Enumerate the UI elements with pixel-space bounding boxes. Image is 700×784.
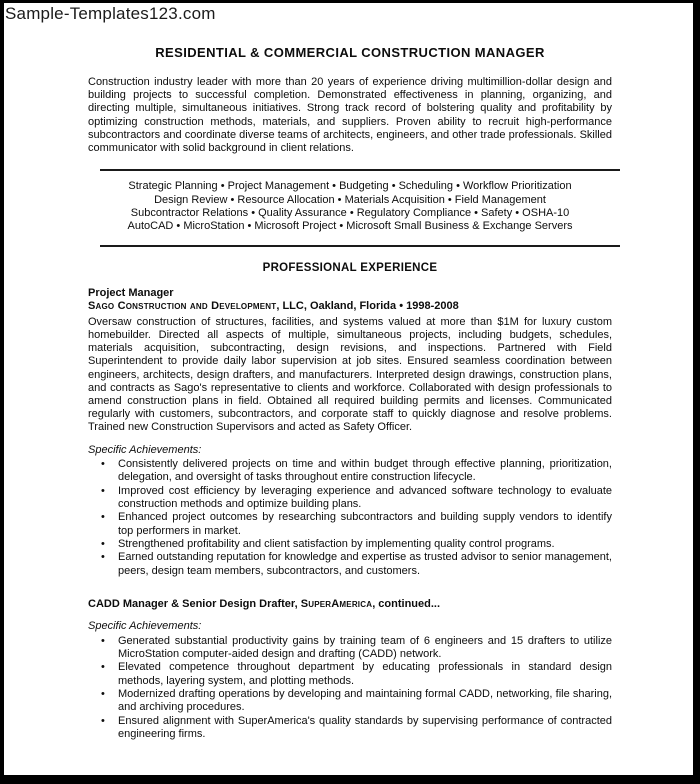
job-title: Project Manager bbox=[88, 286, 174, 299]
achievement-text: Consistently delivered projects on time and within budget through effective planning, prioritization, delegation, and oversight of tasks throughout entire construction lifecycle. bbox=[118, 458, 612, 484]
achievement-item bbox=[88, 485, 612, 512]
achievement-item bbox=[88, 458, 612, 485]
achievement-item bbox=[88, 551, 612, 578]
scan-border-left bbox=[0, 0, 4, 784]
achievement-text: Strengthened profitability and client satisfaction by implementing quality control programs. bbox=[118, 537, 555, 550]
achievement-item bbox=[88, 715, 612, 742]
achievement-text: Enhanced project outcomes by researching subcontractors and building supply vendors to identify top performers in market. bbox=[118, 511, 612, 537]
job-title-prefix: CADD Manager & Senior Design Drafter, bbox=[88, 597, 301, 610]
job-entry-cadd-manager bbox=[88, 598, 612, 741]
achievement-item bbox=[88, 635, 612, 662]
achievement-item bbox=[88, 688, 612, 715]
company-name: Sago Construction and Development bbox=[88, 300, 277, 313]
achievement-item bbox=[88, 661, 612, 688]
summary-paragraph: Construction industry leader with more than 20 years of experience driving multimillion-dollar design and building projects to successful completion. Demonstrated effectiveness in planning, organizing, and directing multiple, simultaneous initiatives. Strong track record of bolstering quality and profitability by optimizing construction methods, materials, and suppliers. Proven ability to recruit high-performance subcontractors and coordinate diverse teams of architects, engineers, and other trade professionals. Skilled communicator with solid background in client relations. bbox=[88, 76, 612, 155]
achievement-item bbox=[88, 538, 612, 551]
skills-list bbox=[88, 180, 612, 234]
achievements-list-job1 bbox=[88, 458, 612, 578]
resume-content bbox=[88, 0, 612, 741]
achievement-text: Modernized drafting operations by developing and maintaining formal CADD, networking, file sharing, and archiving procedures. bbox=[118, 688, 612, 714]
achievement-item bbox=[88, 511, 612, 538]
company-location-dates: , LLC, Oakland, Florida • 1998-2008 bbox=[276, 300, 459, 313]
achievement-text: Elevated competence throughout department by educating professionals in standard design methods, layering system, and plotting methods. bbox=[118, 661, 612, 687]
achievement-text: Generated substantial productivity gains by training team of 6 engineers and 15 drafters to utilize MicroStation computer-aided design and drafting (CADD) network. bbox=[118, 634, 612, 661]
job-description: Oversaw construction of structures, facilities, and systems valued at more than $1M for luxury custom homebuilder. Directed all aspects of multiple, simultaneous projects, including budgets, schedules, materials acquisition, subcontracting, design revisions, and inspections. Partnered with Field Superintendent to provide daily labor supervision at job sites. Ensured seamless coordination between engineers, architects, design drafters, and manufacturers. Interpreted design drawings, construction plans, and contracts as Sago's representative to clients and workforce. Collaborated with design professionals to amend construction plans in field. Obtained all required building permits and licenses. Communicated regularly with customers, subcontractors, and corporate staff to quickly diagnose and resolve problems. Trained new Construction Supervisors and acted as Safety Officer. bbox=[88, 315, 612, 434]
achievements-list-job2 bbox=[88, 635, 612, 741]
achievements-label-job1: Specific Achievements: bbox=[88, 443, 202, 456]
scan-border-top bbox=[0, 0, 700, 3]
skills-line: Strategic Planning • Project Management • Budgeting • Scheduling • Workflow Prioritization bbox=[128, 180, 572, 193]
skills-line: Design Review • Resource Allocation • Materials Acquisition • Field Management bbox=[154, 193, 546, 206]
achievements-label-job2: Specific Achievements: bbox=[88, 620, 202, 633]
divider-line-top bbox=[100, 169, 620, 171]
achievement-text: Improved cost efficiency by leveraging experience and advanced software technology to evaluate construction methods and optimize building plans. bbox=[118, 484, 612, 511]
job-title-suffix: , continued... bbox=[372, 597, 441, 610]
section-heading-professional-experience: PROFESSIONAL EXPERIENCE bbox=[262, 261, 438, 274]
divider-line-bottom bbox=[100, 245, 620, 247]
scan-border-right bbox=[693, 0, 700, 784]
achievement-text: Earned outstanding reputation for knowledge and expertise as trusted advisor to senior management, peers, design team members, subcontractors, and customers. bbox=[118, 551, 612, 577]
skills-line: Subcontractor Relations • Quality Assurance • Regulatory Compliance • Safety • OSHA-10 bbox=[130, 207, 570, 220]
skills-line: AutoCAD • MicroStation • Microsoft Project • Microsoft Small Business & Exchange Servers bbox=[127, 220, 573, 233]
scan-border-bottom bbox=[0, 775, 700, 784]
job-title-continued-line bbox=[88, 598, 612, 612]
job-company-line bbox=[88, 300, 612, 314]
watermark-site-name: Sample-Templates123.com bbox=[5, 4, 216, 23]
achievement-text: Ensured alignment with SuperAmerica's quality standards by supervising performance of contracted engineering firms. bbox=[118, 714, 612, 740]
resume-title: RESIDENTIAL & COMMERCIAL CONSTRUCTION MANAGER bbox=[155, 45, 545, 60]
job-entry-project-manager bbox=[88, 287, 612, 578]
company-name: SuperAmerica bbox=[300, 597, 373, 610]
